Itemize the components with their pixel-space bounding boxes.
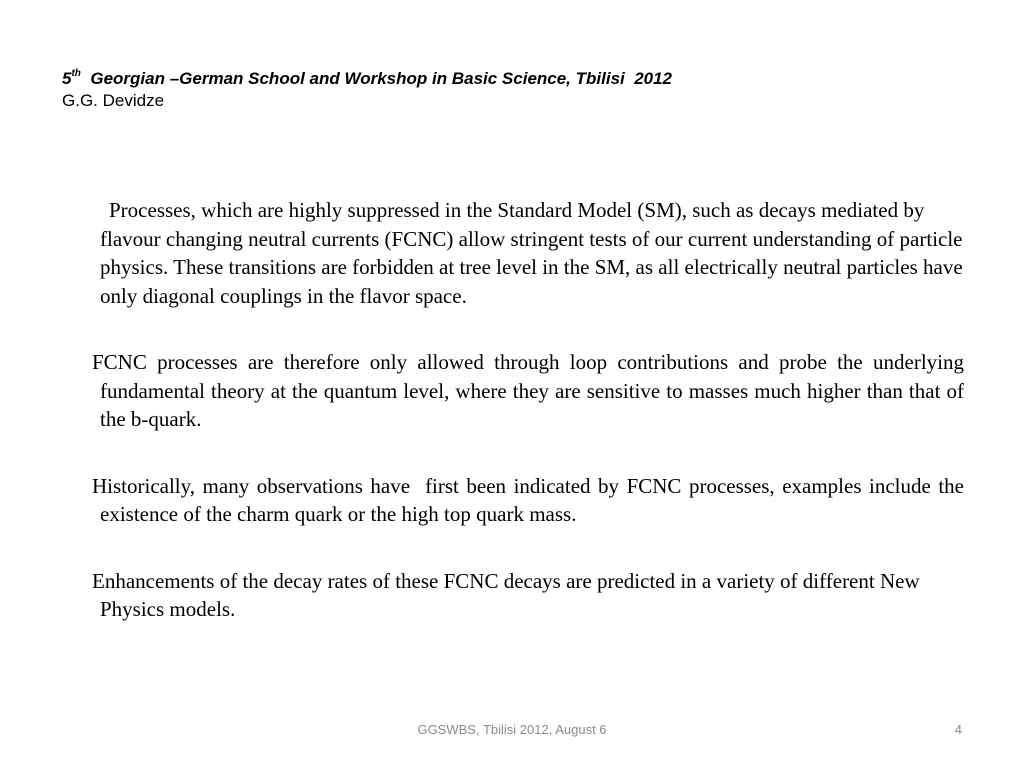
author-name: G.G. Devidze <box>62 91 165 111</box>
title-rest: Georgian –German School and Workshop in Basic Science, Tbilisi 2012 <box>80 69 673 88</box>
paragraph-historical: Historically, many observations have first been indicated by FCNC processes, examples include the existence of the charm quark or the high top quark mass. <box>92 473 970 526</box>
title-superscript: th <box>71 68 81 80</box>
paragraph-new-physics: Enhancements of the decay rates of these FCNC decays are predicted in a variety of different New Physics models. <box>92 568 920 621</box>
paragraph-sm-processes: Processes, which are highly suppressed in the Standard Model (SM), such as decays mediated by flavour changing neutral currents (FCNC) allow stringent tests of our current understanding of particle physics. These transitions are forbidden at tree level in the SM, as all electrically neutral particles have only diagonal couplings in the flavor space. <box>100 198 963 308</box>
page-number: 4 <box>954 722 962 737</box>
paragraph-fcnc-loop: FCNC processes are therefore only allowed through loop contributions and probe the underlying fundamental theory at the quantum level, where they are sensitive to masses much higher than that of the b-quark. <box>92 350 964 431</box>
slide-header <box>62 68 672 112</box>
conference-title <box>62 68 672 90</box>
footer-text: GGSWBS, Tbilisi 2012, August 6 <box>417 722 607 737</box>
title-prefix: 5 <box>62 69 72 88</box>
slide-body <box>92 196 970 662</box>
